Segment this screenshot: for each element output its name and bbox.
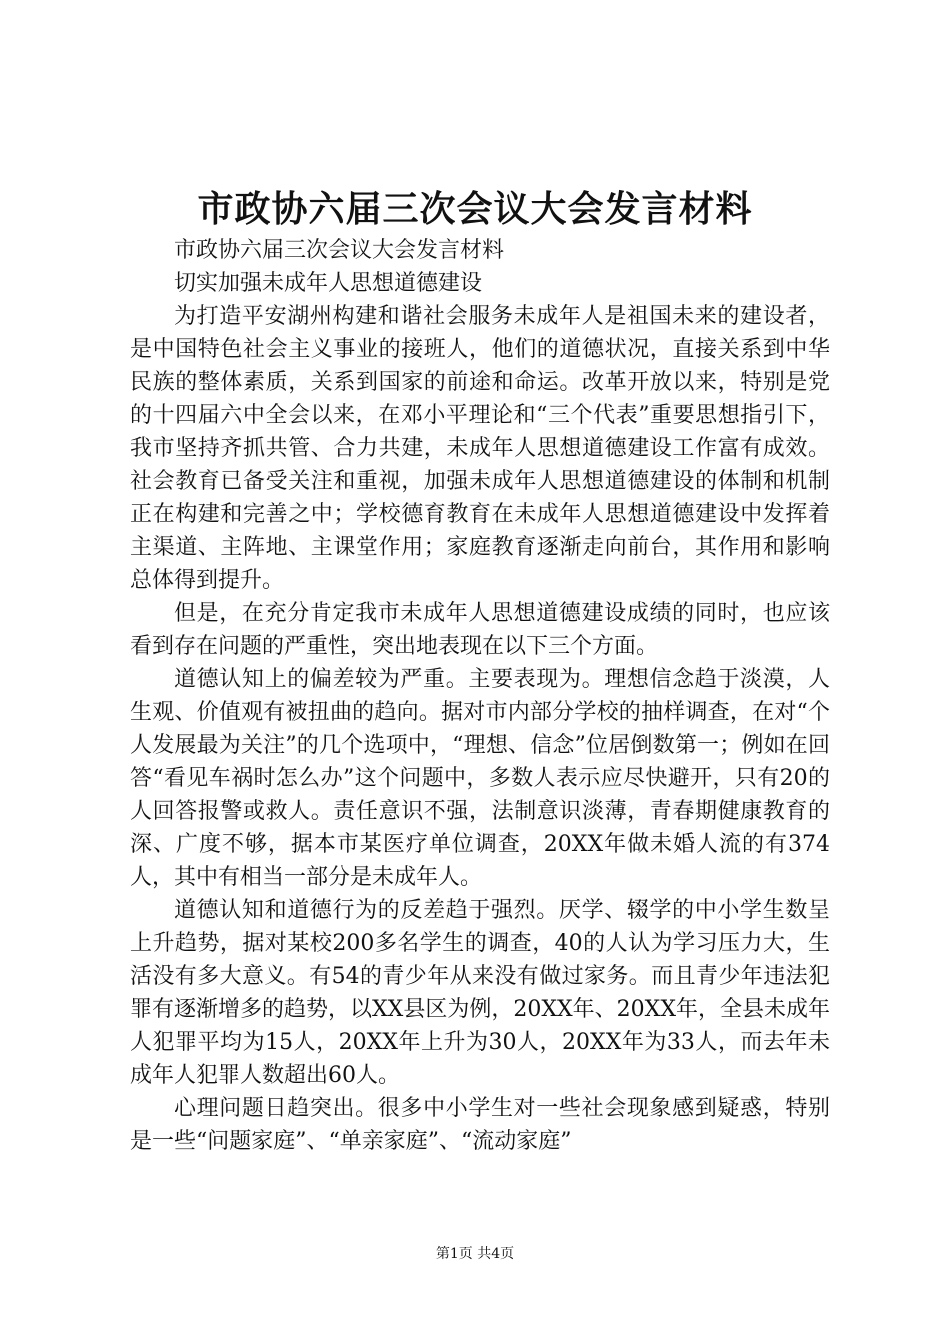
page-number-footer: 第1页 共4页: [435, 1246, 515, 1262]
body-paragraph: 但是，在充分肯定我市未成年人思想道德建设成绩的同时，也应该看到存在问题的严重性，突出地表现在以下三个方面。: [130, 601, 830, 659]
document-body: [130, 234, 830, 1158]
body-paragraph: 为打造平安湖州构建和谐社会服务未成年人是祖国未来的建设者，是中国特色社会主义事业的接班人，他们的道德状况，直接关系到中华民族的整体素质，关系到国家的前途和命运。改革开放以来，特别是党的十四届六中全会以来，在邓小平理论和“三个代表”重要思想指引下，我市坚持齐抓共管、合力共建，未成年人思想道德建设工作富有成效。社会教育已备受关注和重视，加强未成年人思想道德建设的体制和机制正在构建和完善之中；学校德育教育在未成年人思想道德建设中发挥着主渠道、主阵地、主课堂作用；家庭教育逐渐走向前台，其作用和影响总体得到提升。: [130, 304, 830, 593]
body-paragraph: 心理问题日趋突出。很多中小学生对一些社会现象感到疑惑，特别是一些“问题家庭”、“单亲家庭”、“流动家庭”: [130, 1096, 830, 1154]
body-paragraph-subheading: 市政协六届三次会议大会发言材料: [174, 238, 505, 263]
document-title: 市政协六届三次会议大会发言材料: [197, 188, 753, 230]
body-paragraph: 道德认知和道德行为的反差趋于强烈。厌学、辍学的中小学生数呈上升趋势，据对某校200多名学生的调查，40的人认为学习压力大，生活没有多大意义。有54的青少年从来没有做过家务。而且青少年违法犯罪有逐渐增多的趋势，以XX县区为例，20XX年、20XX年，全县未成年人犯罪平均为15人，20XX年上升为30人，20XX年为33人，而去年未成年人犯罪人数超出60人。: [130, 898, 830, 1088]
body-paragraph-topic: 切实加强未成年人思想道德建设: [174, 271, 483, 296]
body-paragraph: 道德认知上的偏差较为严重。主要表现为。理想信念趋于淡漠，人生观、价值观有被扭曲的趋向。据对市内部分学校的抽样调查，在对“个人发展最为关注”的几个选项中，“理想、信念”位居倒数第一；例如在回答“看见车祸时怎么办”这个问题中，多数人表示应尽快避开，只有20的人回答报警或救人。责任意识不强，法制意识淡薄，青春期健康教育的深、广度不够，据本市某医疗单位调查，20XX年做未婚人流的有374人，其中有相当一部分是未成年人。: [130, 667, 830, 890]
